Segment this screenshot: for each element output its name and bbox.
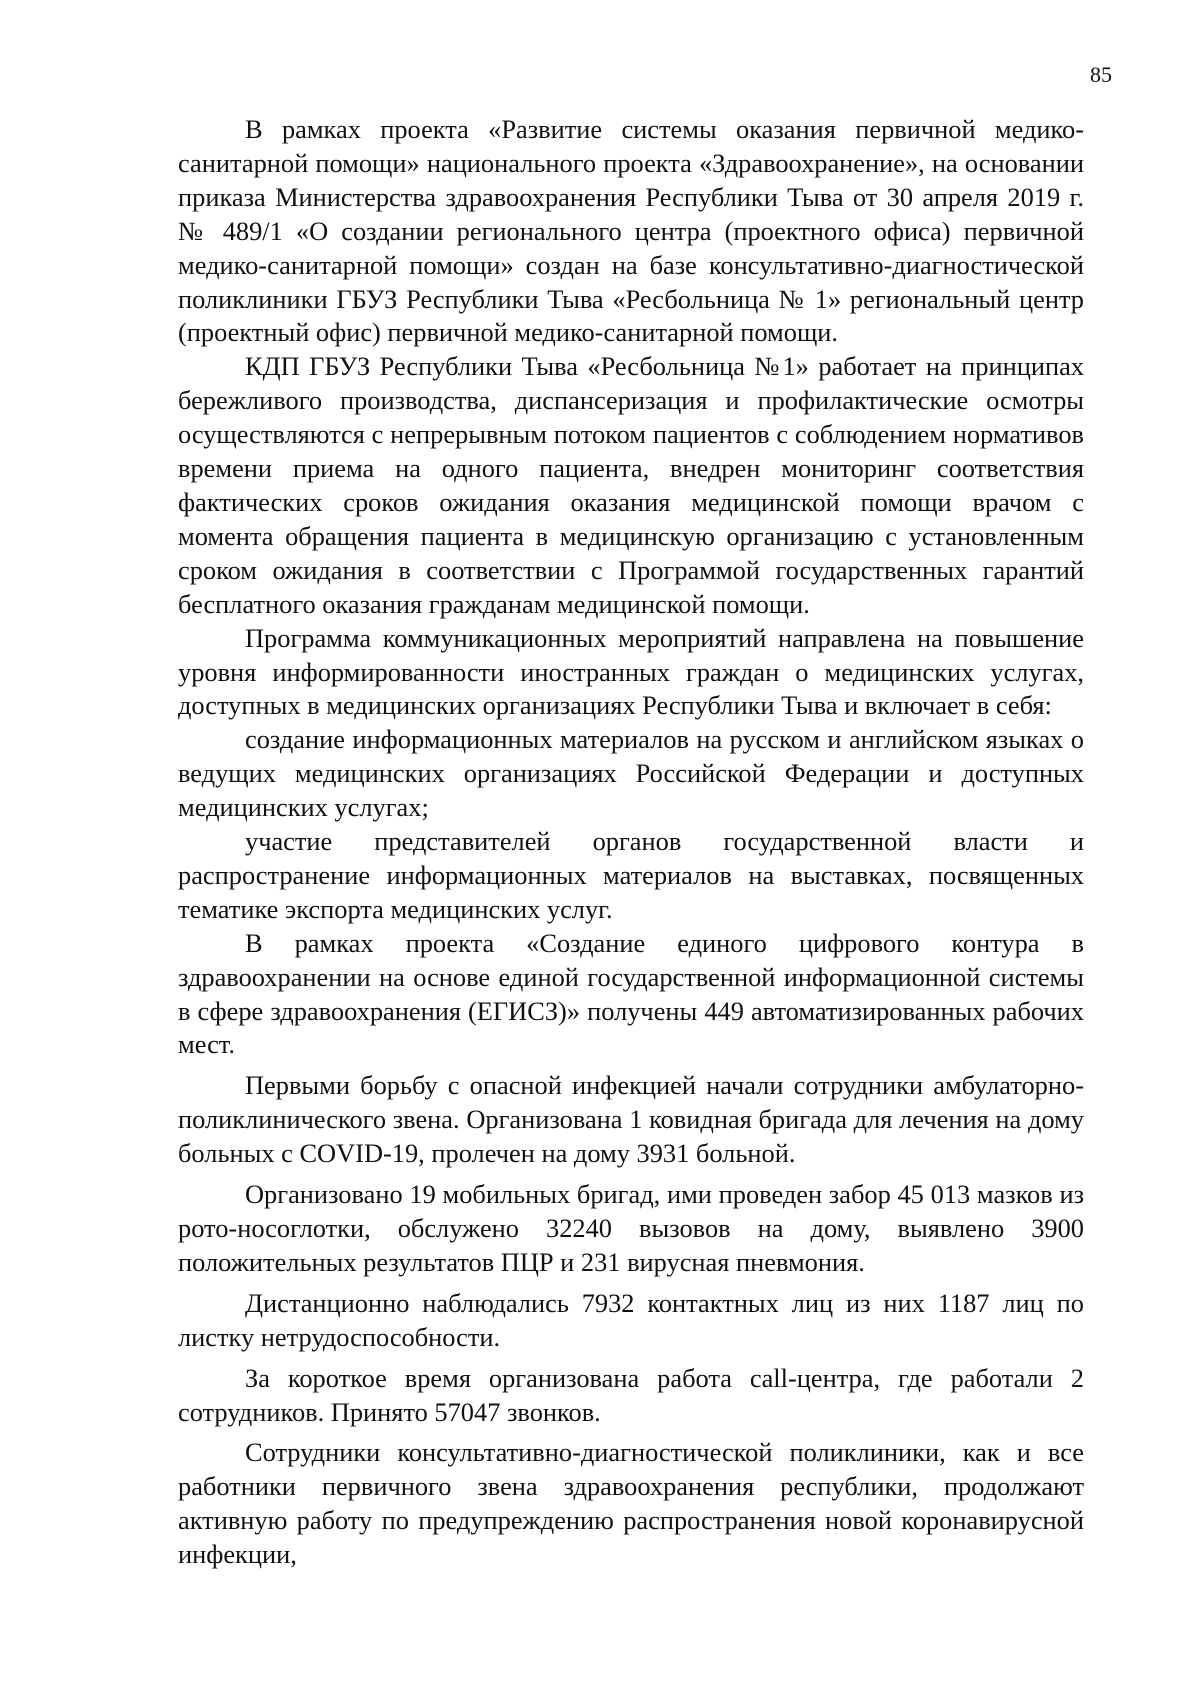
body-text <box>178 113 1084 1572</box>
paragraph-communication-program: Программа коммуникационных мероприятий направлена на повышение уровня информированности иностранных граждан о медицинских услугах, доступных в медицинских организациях Республики Тыва и включает в себя: <box>178 622 1084 721</box>
paragraph-information-materials: создание информационных материалов на русском и английском языках о ведущих медицинских организациях Российской Федерации и доступных медицинских услугах; <box>178 724 1084 823</box>
page-number: 85 <box>1090 62 1112 87</box>
paragraph-remote-monitoring: Дистанционно наблюдались 7932 контактных лиц из них 1187 лиц по листку нетрудоспособности. <box>178 1287 1084 1352</box>
paragraph-covid-brigade: Первыми борьбу с опасной инфекцией начали сотрудники амбулаторно-поликлинического звена. Организована 1 ковидная бригада для лечения на дому больных с COVID-19, пролечен на дому 3931 больной. <box>178 1070 1084 1169</box>
paragraph-exhibitions: участие представителей органов государственной власти и распространение информационных материалов на выставках, посвященных тематике экспорта медицинских услуг. <box>178 826 1084 924</box>
paragraph-lean-production: КДП ГБУЗ Республики Тыва «Ресбольница №1» работает на принципах бережливого производства, диспансеризация и профилактические осмотры осуществляются с непрерывным потоком пациентов с соблюдением нормативов времени приема на одного пациента, внедрен мониторинг соответствия фактических сроков ожидания оказания медицинской помощи врачом с момента обращения пациента в медицинскую организацию с установленным сроком ожидания в соответствии с Программой государственных гарантий бесплатного оказания гражданам медицинской помощи. <box>178 351 1084 619</box>
paragraph-egisz: В рамках проекта «Создание единого цифрового контура в здравоохранении на основе единой государственной информационной системы в сфере здравоохранения (ЕГИСЗ)» получены 449 автоматизированных рабочих мест. <box>178 927 1084 1060</box>
paragraph-clinic-staff: Сотрудники консультативно-диагностической поликлиники, как и все работники первичного звена здравоохранения республики, продолжают активную работу по предупреждению распространения новой коронавирусной инфекции, <box>178 1437 1084 1570</box>
paragraph-mobile-brigades: Организовано 19 мобильных бригад, ими проведен забор 45 013 мазков из рото-носоглотки, обслужено 32240 вызовов на дому, выявлено 3900 положительных результатов ПЦР и 231 вирусная пневмония. <box>178 1179 1084 1277</box>
paragraph-call-center: За короткое время организована работа call-центра, где работали 2 сотрудников. Принято 57047 звонков. <box>178 1362 1084 1427</box>
paragraph-regional-center: В рамках проекта «Развитие системы оказания первичной медико-санитарной помощи» национального проекта «Здравоохранение», на основании приказа Министерства здравоохранения Республики Тыва от 30 апреля 2019 г. № 489/1 «О создании регионального центра (проектного офиса) первичной медико-санитарной помощи» создан на базе консультативно-диагностической поликлиники ГБУЗ Республики Тыва «Ресбольница № 1» региональный центр (проектный офис) первичной медико-санитарной помощи. <box>178 114 1084 348</box>
